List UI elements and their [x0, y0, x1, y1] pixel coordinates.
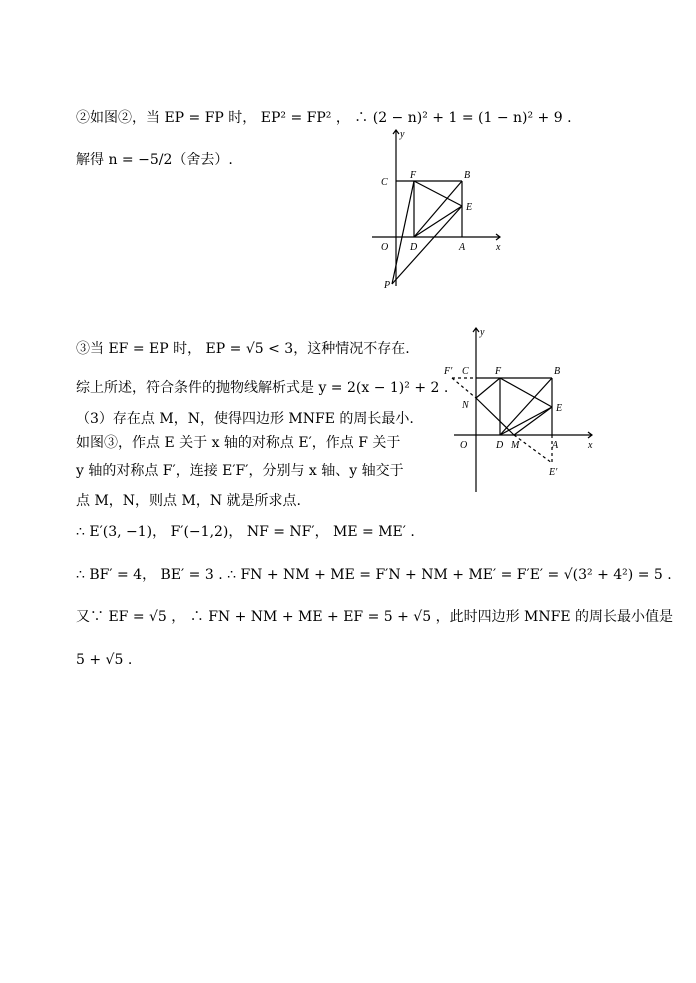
fig2-label-e: E	[466, 202, 473, 213]
fig3-label-n: N	[462, 400, 469, 411]
fig2-label-a: A	[459, 242, 466, 253]
fig2-segment-fe	[414, 181, 462, 206]
fig2-label-c: C	[381, 177, 388, 188]
fig3-label-eprime: E′	[549, 467, 558, 478]
fig2-label-o: O	[381, 242, 389, 253]
fig2-segment-ep	[392, 206, 462, 284]
text-line-part3-1: ③当 EF = EP 时， EP = √5 < 3，这种情况不存在.	[76, 341, 410, 357]
fig3-segment-nf	[476, 378, 500, 398]
fig2-label-d: D	[410, 242, 418, 253]
fig3-label-fprime: F′	[444, 366, 453, 377]
fig3-label-y: y	[480, 327, 485, 338]
text-line-part3-5: y 轴的对称点 F′，连接 E′F′，分别与 x 轴、y 轴交于	[76, 463, 404, 479]
fig3-label-b: B	[554, 366, 561, 377]
figure-3	[440, 322, 600, 494]
fig3-label-x: x	[588, 440, 593, 451]
fig3-label-f: F	[495, 366, 502, 377]
text-line-part3-4: 如图③，作点 E 关于 x 轴的对称点 E′，作点 F 关于	[76, 435, 401, 451]
fig3-label-c: C	[462, 366, 469, 377]
fig3-segment-fprime-n	[452, 378, 476, 398]
fig2-label-y: y	[400, 129, 405, 140]
fig3-segment-m-eprime	[514, 435, 552, 463]
fig3-label-o: O	[460, 440, 468, 451]
fig3-label-a: A	[552, 440, 559, 451]
fig2-label-f: F	[410, 170, 417, 181]
text-line-part3-8: ∴ BF′ = 4， BE′ = 3 . ∴ FN + NM + ME = F′N + NM + ME′ = F′E′ = √(3² + 4²) = 5 .	[76, 567, 672, 583]
fig3-segment-fe	[500, 378, 552, 407]
text-line-part3-2: 综上所述，符合条件的抛物线解析式是 y = 2(x − 1)² + 2 .	[76, 380, 449, 396]
text-line-part3-7: ∴ E′(3, −1)， F′(−1,2)， NF = NF′， ME = ME′ .	[76, 524, 415, 540]
fig2-label-b: B	[464, 170, 471, 181]
fig3-segment-me	[514, 407, 552, 435]
text-line-part3-10: 5 + √5 .	[76, 652, 133, 668]
text-line-part2-2: 解得 n = −5/2（舍去）.	[76, 152, 233, 168]
fig3-label-m: M	[511, 440, 520, 451]
text-line-part3-9: 又∵ EF = √5 ， ∴ FN + NM + ME + EF = 5 + √5 ，此时四边形 MNFE 的周长最小值是	[76, 609, 673, 625]
fig2-label-p: P	[384, 280, 391, 291]
text-line-part3-6: 点 M，N，则点 M，N 就是所求点.	[76, 493, 301, 509]
figure-2	[362, 126, 512, 291]
fig2-segment-fp	[392, 181, 414, 284]
fig2-label-x: x	[496, 242, 501, 253]
fig3-segment-nm	[476, 398, 514, 435]
fig3-segment-de	[500, 407, 552, 435]
text-line-part2-1: ②如图②，当 EP = FP 时， EP² = FP² ， ∴ (2 − n)² + 1 = (1 − n)² + 9 .	[76, 110, 572, 126]
text-line-part3-3: （3）存在点 M，N，使得四边形 MNFE 的周长最小.	[76, 411, 414, 427]
fig2-segment-db	[414, 181, 462, 237]
fig3-label-d: D	[496, 440, 504, 451]
fig3-label-e: E	[556, 403, 563, 414]
